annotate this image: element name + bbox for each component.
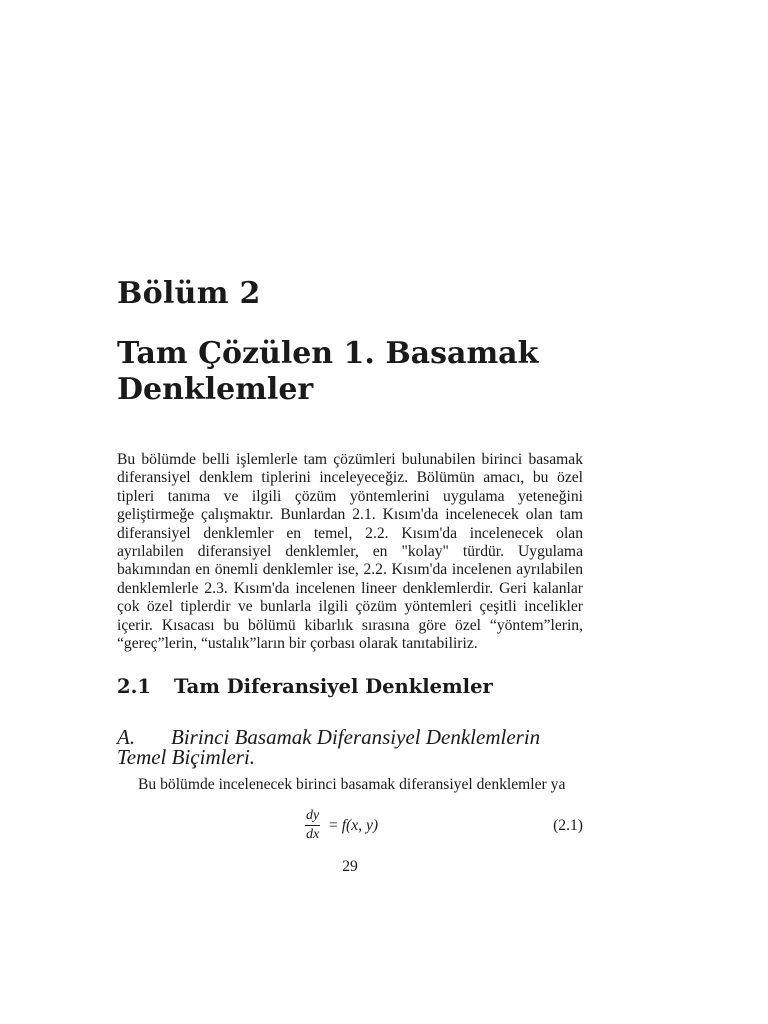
- subsection-title: Birinci Basamak Diferansiyel Denklemlerin Temel Biçimleri.: [117, 725, 541, 769]
- page-number: 29: [342, 858, 358, 875]
- subsection-heading: [117, 727, 587, 767]
- subsection-letter: A.: [117, 725, 136, 749]
- section-title: Tam Diferansiyel Denklemler: [174, 675, 493, 698]
- section-number: 2.1: [117, 675, 151, 698]
- equation-rhs: [329, 817, 378, 835]
- function-name: f: [341, 817, 347, 834]
- equation-number: (2.1): [553, 817, 583, 834]
- chapter-label: Bölüm 2: [117, 276, 261, 311]
- section-heading: [117, 675, 493, 698]
- body-paragraph: Bu bölümde incelenecek birinci basamak diferansiyel denklemler ya: [138, 776, 566, 793]
- chapter-title: Tam Çözülen 1. Basamak Denklemler: [117, 336, 539, 407]
- equals-sign: =: [329, 817, 338, 834]
- equation-2-1: [117, 806, 583, 850]
- derivative-fraction: [305, 808, 320, 843]
- fraction-denominator: dx: [306, 827, 320, 842]
- fraction-numerator: dy: [305, 808, 320, 826]
- chapter-abstract: Bu bölümde belli işlemlerle tam çözümleri bulunabilen birinci basamak diferansiyel denklem tiplerini inceleyeceğiz. Bölümün amacı, bu özel tipleri tanıma ve ilgili çözüm yöntemlerini uygulama yeteneğini geliştirmeğe çalışmaktır. Bunlardan 2.1. Kısım'da incelenecek olan tam diferansiyel denklemler en temel, 2.2. Kısım'da incelenecek olan ayrılabilen diferansiyel denklemler, en "kolay" türdür. Uygulama bakımından en önemli denklemler ise, 2.2. Kısım'da incelenen ayrılabilen denklemlerle 2.3. Kısım'da incelenen lineer denklemlerdir. Geri kalanlar çok özel tiplerdir ve bunlarla ilgili çözüm yöntemleri çeşitli incelikler içerir. Kısacası bu bölümü kibarlık sırasına göre özel “yöntem”lerin, “gereç”lerin, “ustalık”ların bir çorbası olarak tanıtabiliriz.: [117, 451, 583, 653]
- function-args: (x, y): [346, 817, 379, 834]
